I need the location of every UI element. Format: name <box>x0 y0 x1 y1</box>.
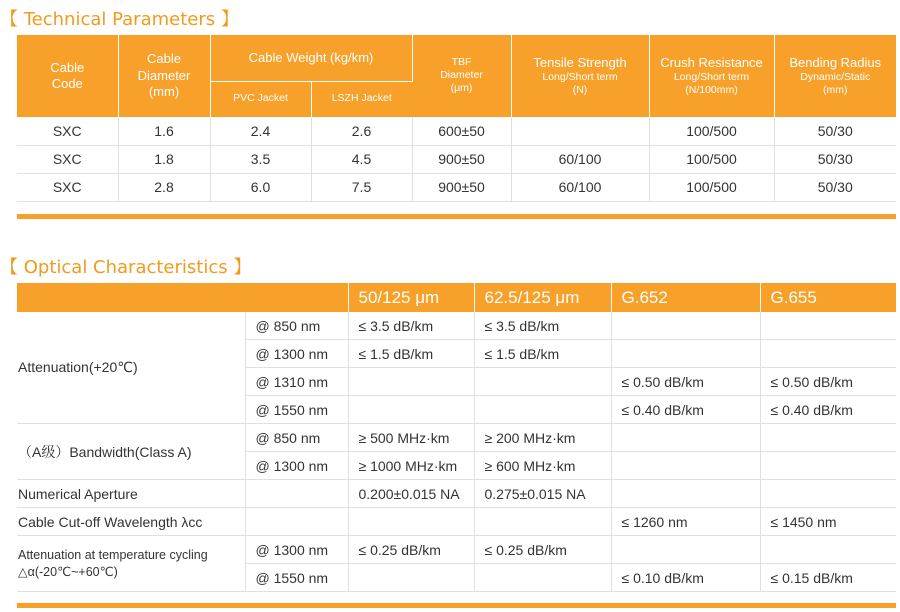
param-temperature-cycling <box>17 536 245 592</box>
cell: 100/500 <box>649 173 774 201</box>
param-bandwidth: （A级）Bandwidth(Class A) <box>17 424 245 480</box>
cell <box>348 368 474 396</box>
param-cutoff-wavelength: Cable Cut-off Wavelength λcc <box>17 508 245 536</box>
cell: 100/500 <box>649 117 774 145</box>
table-row <box>17 480 896 508</box>
cell <box>760 452 896 480</box>
table-row <box>17 508 896 536</box>
technical-parameters-title: 【 Technical Parameters 】 <box>0 9 239 30</box>
cell: 7.5 <box>311 173 412 201</box>
cell: 4.5 <box>311 145 412 173</box>
cell: ≤ 0.25 dB/km <box>474 536 611 564</box>
cell: @ 850 nm <box>245 312 348 340</box>
cell <box>511 117 649 145</box>
param-numerical-aperture: Numerical Aperture <box>17 480 245 508</box>
header-crush-resistance: Crush Resistance Long/Short term (N/100mm) <box>649 35 774 117</box>
cell: ≤ 0.50 dB/km <box>760 368 896 396</box>
cell: ≤ 3.5 dB/km <box>474 312 611 340</box>
cell: ≤ 1450 nm <box>760 508 896 536</box>
cell: 60/100 <box>511 173 649 201</box>
cell: 1.6 <box>118 117 210 145</box>
cell: ≤ 0.10 dB/km <box>611 564 760 592</box>
cell: 900±50 <box>412 173 511 201</box>
cell <box>760 340 896 368</box>
table-row <box>17 312 896 340</box>
cell <box>760 480 896 508</box>
header-g655: G.655 <box>760 283 896 312</box>
table-row <box>17 117 896 145</box>
cell: ≥ 200 MHz·km <box>474 424 611 452</box>
cell <box>611 340 760 368</box>
header-cable-code: Cable Code <box>17 35 118 117</box>
cell: @ 1300 nm <box>245 536 348 564</box>
cell: ≤ 0.50 dB/km <box>611 368 760 396</box>
cell: @ 850 nm <box>245 424 348 452</box>
cell: 50/30 <box>774 173 896 201</box>
cell <box>760 424 896 452</box>
cell: 100/500 <box>649 145 774 173</box>
cell <box>611 452 760 480</box>
cell: 0.275±0.015 NA <box>474 480 611 508</box>
header-50-125: 50/125 μm <box>348 283 474 312</box>
cell: ≤ 1260 nm <box>611 508 760 536</box>
cell: 2.4 <box>210 117 311 145</box>
cell: @ 1310 nm <box>245 368 348 396</box>
header-tensile-strength: Tensile Strength Long/Short term (N) <box>511 35 649 117</box>
cell <box>245 480 348 508</box>
table-row <box>17 173 896 201</box>
optical-characteristics-table <box>17 283 896 592</box>
cell <box>611 536 760 564</box>
cell: ≥ 1000 MHz·km <box>348 452 474 480</box>
cell: @ 1300 nm <box>245 452 348 480</box>
cell <box>611 424 760 452</box>
cell: ≤ 1.5 dB/km <box>474 340 611 368</box>
cell <box>474 508 611 536</box>
cell: ≤ 0.25 dB/km <box>348 536 474 564</box>
cell: 6.0 <box>210 173 311 201</box>
header-g652: G.652 <box>611 283 760 312</box>
cell: 0.200±0.015 NA <box>348 480 474 508</box>
cell <box>611 312 760 340</box>
cell: ≥ 600 MHz·km <box>474 452 611 480</box>
cell: ≤ 0.15 dB/km <box>760 564 896 592</box>
cell <box>611 480 760 508</box>
header-bending-radius: Bending Radius Dynamic/Static (mm) <box>774 35 896 117</box>
cell: ≤ 3.5 dB/km <box>348 312 474 340</box>
header-blank <box>17 283 348 312</box>
cell: 60/100 <box>511 145 649 173</box>
table-row <box>17 145 896 173</box>
cell: 600±50 <box>412 117 511 145</box>
cell <box>760 536 896 564</box>
cell: ≤ 1.5 dB/km <box>348 340 474 368</box>
cell: 50/30 <box>774 145 896 173</box>
cell: 900±50 <box>412 145 511 173</box>
cell: @ 1550 nm <box>245 396 348 424</box>
divider-bar <box>17 603 896 608</box>
divider-bar <box>17 214 896 219</box>
cell: 2.6 <box>311 117 412 145</box>
header-62-5-125: 62.5/125 μm <box>474 283 611 312</box>
cell: SXC <box>17 117 118 145</box>
header-pvc-jacket: PVC Jacket <box>210 81 311 117</box>
cell <box>348 508 474 536</box>
cell: ≤ 0.40 dB/km <box>760 396 896 424</box>
cell: 3.5 <box>210 145 311 173</box>
cell: SXC <box>17 173 118 201</box>
header-cable-diameter: Cable Diameter (mm) <box>118 35 210 117</box>
cell <box>760 312 896 340</box>
cell: 2.8 <box>118 173 210 201</box>
table-row <box>17 424 896 452</box>
optical-characteristics-title: 【 Optical Characteristics 】 <box>0 257 252 278</box>
cell <box>245 508 348 536</box>
technical-parameters-table <box>17 35 896 202</box>
cell <box>474 368 611 396</box>
cell: @ 1550 nm <box>245 564 348 592</box>
cell: 1.8 <box>118 145 210 173</box>
cell: @ 1300 nm <box>245 340 348 368</box>
cell: 50/30 <box>774 117 896 145</box>
cell <box>474 396 611 424</box>
param-temp-line2: △α(-20℃~+60℃) <box>18 564 118 579</box>
header-lszh-jacket: LSZH Jacket <box>311 81 412 117</box>
cell <box>474 564 611 592</box>
param-temp-line1: Attenuation at temperature cycling <box>18 548 208 563</box>
cell: ≤ 0.40 dB/km <box>611 396 760 424</box>
cell: ≥ 500 MHz·km <box>348 424 474 452</box>
param-attenuation: Attenuation(+20℃) <box>17 312 245 424</box>
cell: SXC <box>17 145 118 173</box>
cell <box>348 564 474 592</box>
header-tbf-diameter: TBF Diameter (μm) <box>412 35 511 117</box>
table-row <box>17 536 896 564</box>
cell <box>348 396 474 424</box>
header-cable-weight: Cable Weight (kg/km) <box>210 35 412 81</box>
